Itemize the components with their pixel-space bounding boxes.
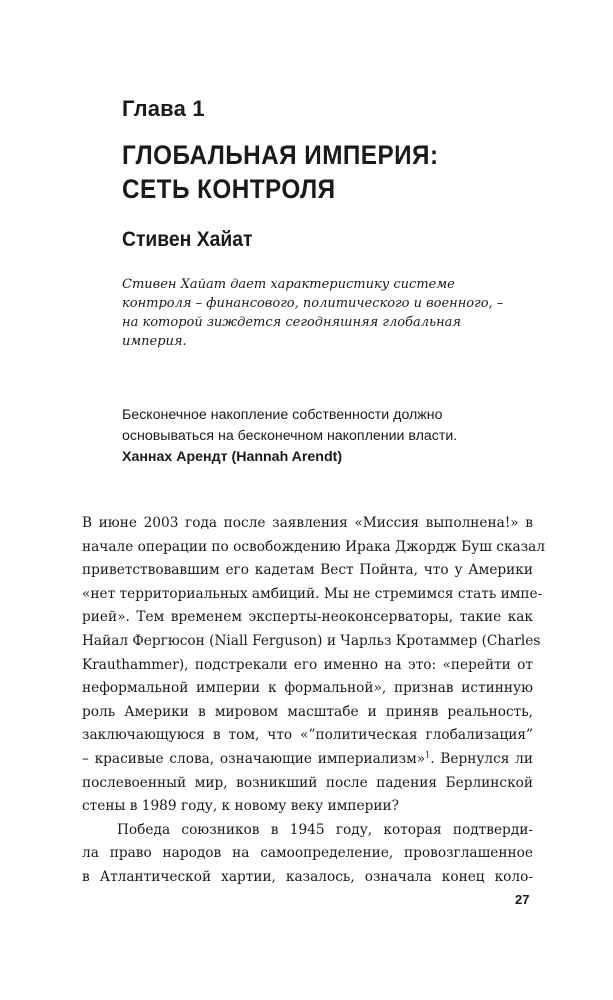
footnote-ref[interactable]: 1 bbox=[425, 750, 431, 760]
text-line: начале операции по освобождению Ирака Джордж Буш сказал bbox=[82, 538, 546, 555]
text-line: роль Америки в мировом масштабе и приняв реальность, bbox=[82, 703, 533, 720]
chapter-title bbox=[122, 138, 482, 206]
chapter-abstract bbox=[122, 275, 502, 351]
text-line: заключающуюся в том, что «”политическая глобализация” bbox=[82, 727, 533, 744]
text-line: рией». Тем временем эксперты-неоконсерваторы, такие как bbox=[82, 609, 533, 626]
epigraph bbox=[122, 405, 502, 468]
epigraph-line: основываться на бесконечном накоплении власти. bbox=[122, 428, 458, 444]
body-text bbox=[82, 512, 546, 890]
page-number: 27 bbox=[515, 892, 530, 907]
text-line: Найал Фергюсон (Niall Ferguson) и Чарльз Кротаммер (Charles bbox=[82, 632, 541, 649]
epigraph-line: Бесконечное накопление собственности должно bbox=[122, 407, 443, 423]
text-line: в Атлантической хартии, казалось, означала конец коло- bbox=[82, 868, 533, 885]
abstract-line: империя. bbox=[122, 334, 187, 349]
abstract-line: контроля – финансового, политического и военного, – bbox=[122, 296, 504, 311]
paragraph-2 bbox=[82, 819, 533, 890]
paragraph-1 bbox=[82, 512, 546, 819]
text-line: Krauthammer), подстрекали его именно на это: «перейти от bbox=[82, 656, 533, 673]
chapter-author: Стивен Хайат bbox=[122, 228, 253, 251]
text-line: В июне 2003 года после заявления «Миссия выполнена!» в bbox=[82, 515, 533, 531]
text-line: послевоенный мир, возникший после падения Берлинской bbox=[82, 774, 533, 791]
chapter-label: Глава 1 bbox=[122, 96, 205, 121]
text-line: стены в 1989 году, к новому веку империи? bbox=[82, 798, 399, 815]
text-line: Победа союзников в 1945 году, которая подтверди- bbox=[117, 821, 533, 838]
text-line: приветствовавшим его кадетам Вест Пойнта, что у Америки bbox=[82, 562, 533, 579]
epigraph-attribution: Ханнах Арендт (Hannah Arendt) bbox=[122, 449, 343, 465]
abstract-line: на которой зиждется сегодняшняя глобальная bbox=[122, 315, 462, 330]
chapter-title-line: ГЛОБАЛЬНАЯ ИМПЕРИЯ: bbox=[122, 140, 439, 170]
text-line-with-footnote bbox=[82, 748, 533, 772]
text-line: неформальной империи к формальной», признав истинную bbox=[82, 680, 533, 697]
text-segment: – красивые слова, означающие империализм» bbox=[82, 750, 426, 767]
text-segment: . Вернулся ли bbox=[430, 750, 533, 767]
abstract-line: Стивен Хайат дает характеристику системе bbox=[122, 277, 455, 292]
text-line: «нет территориальных амбиций. Мы не стремимся стать импе- bbox=[82, 585, 543, 602]
text-line: ла право народов на самоопределение, провозглашенное bbox=[82, 845, 533, 862]
chapter-title-line: СЕТЬ КОНТРОЛЯ bbox=[122, 174, 336, 204]
